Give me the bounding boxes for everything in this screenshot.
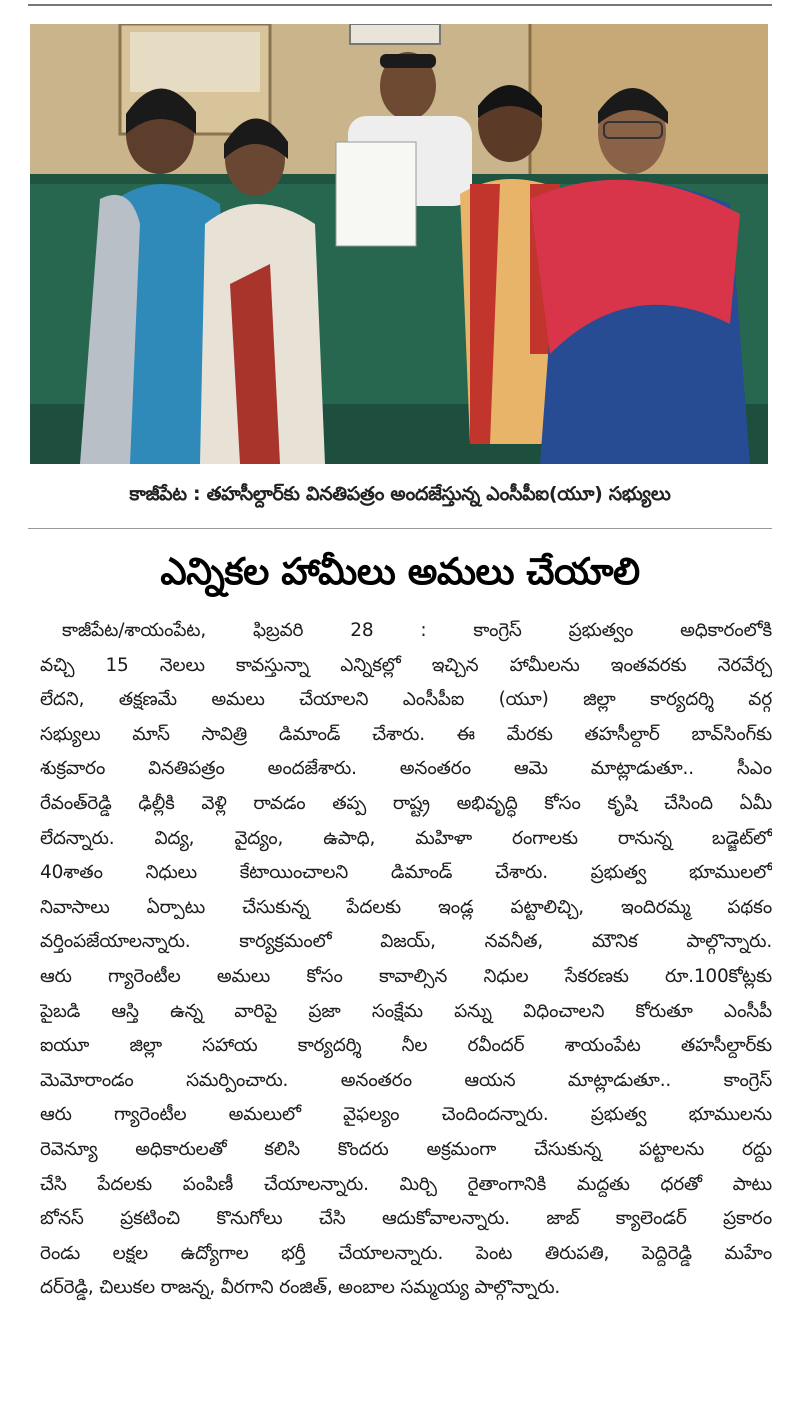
body-line: మెమోరాండం సమర్పించారు. అనంతరం ఆయన మాట్లాడుతూ.. కాంగ్రెస్: [40, 1069, 772, 1091]
body-line: పైబడి ఆస్తి ఉన్న వారిపై ప్రజా సంక్షేమ పన్ను విధించాలని కోరుతూ ఎంసీపీ: [40, 1000, 772, 1022]
body-line: లేదన్నారు. విద్య, వైద్యం, ఉపాధి, మహిళా రంగాలకు రానున్న బడ్జెట్‌లో: [40, 827, 772, 849]
body-line: రేవంత్‌రెడ్డి ఢిల్లీకి వెళ్లి రావడం తప్ప రాష్ట్ర అభివృద్ధి కోసం కృషి చేసింది ఏమీ: [40, 792, 772, 814]
body-line: వచ్చి 15 నెలలు కావస్తున్నా ఎన్నికల్లో ఇచ్చిన హామీలను ఇంతవరకు నెరవేర్చ: [40, 654, 772, 676]
body-line: రెండు లక్షల ఉద్యోగాల భర్తీ చేయాలన్నారు. పెంట తిరుపతి, పెద్దిరెడ్డి మహేం: [40, 1242, 772, 1264]
body-line: ఆరు గ్యారెంటీల అమలులో వైఫల్యం చెందిందన్నారు. ప్రభుత్వ భూములను: [40, 1104, 772, 1126]
photo-icon: [30, 24, 768, 464]
body-line: సభ్యులు మాస్ సావిత్రి డిమాండ్ చేశారు. ఈ మేరకు తహసీల్దార్ బావ్‌సింగ్‌కు: [40, 723, 772, 745]
body-line: రెవెన్యూ అధికారులతో కలిసి కొందరు అక్రమంగా చేసుకున్న పట్టాలను రద్దు: [40, 1138, 772, 1160]
body-line: దర్‌రెడ్డి, చిలుకల రాజన్న, వీరగాని రంజిత్, అంబాల సమ్మయ్య పాల్గొన్నారు.: [40, 1277, 561, 1299]
article-body: [40, 614, 772, 1306]
body-line: నివాసాలు ఏర్పాటు చేసుకున్న పేదలకు ఇండ్ల పట్టాలిచ్చి, ఇందిరమ్మ పథకం: [40, 896, 772, 918]
body-line: 40శాతం నిధులు కేటాయించాలని డిమాండ్ చేశారు. ప్రభుత్వ భూములలో: [40, 862, 772, 884]
body-line: కాజీపేట/శాయంపేట, ఫిబ్రవరి 28 : కాంగ్రెస్ ప్రభుత్వం అధికారంలోకి: [62, 620, 772, 641]
body-line: బోనస్ ప్రకటించి కొనుగోలు చేసి ఆదుకోవాలన్నారు. జాబ్ క్యాలెండర్ ప్రకారం: [40, 1208, 772, 1230]
caption-divider: [28, 528, 772, 529]
photo-caption: కాజీపేట : తహసీల్దార్‌కు వినతిపత్రం అందజేస్తున్న ఎంసీపీఐ(యూ) సభ్యులు: [129, 483, 671, 505]
body-line: ఐయూ జిల్లా సహాయ కార్యదర్శి నీల రవీందర్ శాయంపేట తహసీల్దార్‌కు: [40, 1035, 772, 1057]
news-photo: [30, 24, 768, 464]
top-divider: [28, 4, 772, 6]
body-line: చేసి పేదలకు పంపిణీ చేయాలన్నారు. మిర్చి రైతాంగానికి మద్దతు ధరతో పాటు: [40, 1173, 772, 1195]
body-line: శుక్రవారం వినతిపత్రం అందజేశారు. అనంతరం ఆమె మాట్లాడుతూ.. సీఎం: [40, 758, 772, 780]
headline: ఎన్నికల హామీలు అమలు చేయాలి: [160, 550, 640, 593]
body-line: లేదని, తక్షణమే అమలు చేయాలని ఎంసీపీఐ (యూ) జిల్లా కార్యదర్శి వర్గ: [40, 689, 772, 711]
body-line: వర్తింపజేయాలన్నారు. కార్యక్రమంలో విజయ్, నవనీత, మౌనిక పాల్గొన్నారు.: [40, 931, 772, 953]
body-line: ఆరు గ్యారెంటీల అమలు కోసం కావాల్సిన నిధుల సేకరణకు రూ.100కోట్లకు: [40, 965, 772, 987]
